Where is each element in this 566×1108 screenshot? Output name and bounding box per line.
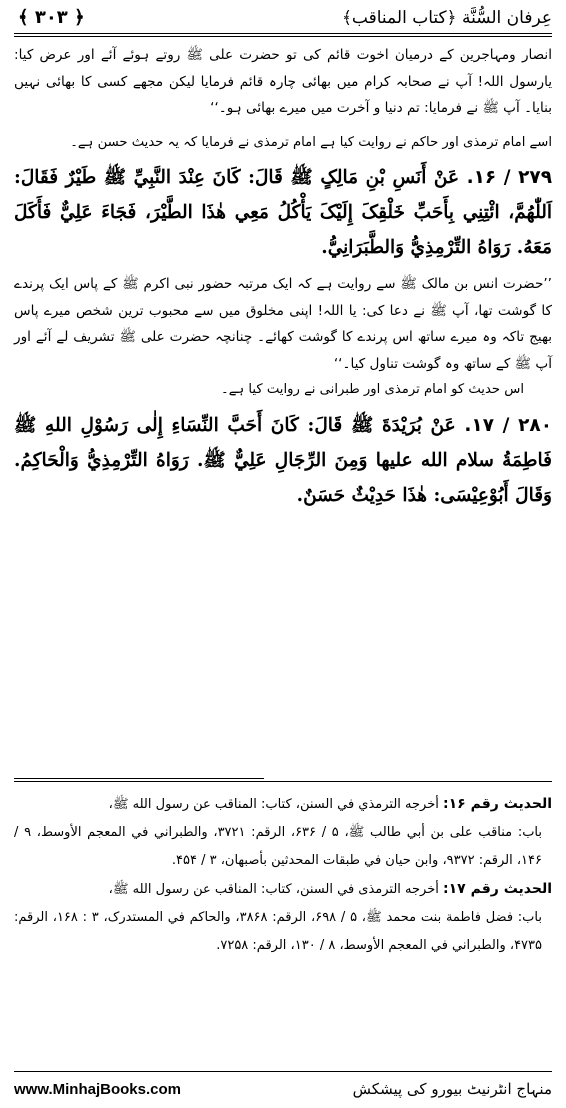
page-number: ﴿ ۳۰۳ ﴾ (18, 6, 85, 28)
footnote-17-label: الحديث رقم ۱۷: (443, 881, 552, 897)
footnote-separator (14, 781, 552, 782)
page-header (0, 0, 566, 34)
page-footer (14, 1074, 552, 1104)
footnote-17-text: أخرجه الترمذی في السنن، کتاب: المناقب عن رسول الله ﷺ، (108, 882, 439, 897)
footnotes (14, 790, 552, 960)
hadith-280-number: ۲۸۰ / ۱۷. (464, 414, 552, 436)
footnote-separator-short (14, 778, 264, 779)
book-title: عِرفان السُّنَّة ﴿کتاب المناقب﴾ (341, 7, 552, 28)
website-link[interactable]: www.MinhajBooks.com (14, 1080, 181, 1098)
hadith-279-text: عَنْ أَنَسِ بْنِ مَالِکٍ ﷺ قَالَ: کَانَ عِنْدَ النَّبِيِّ ﷺ طَيْرٌ فَقَالَ: اَللّٰهُمَّ، ائْتِنِي بِأَحَبِّ خَلْقِکَ إِلَيْکَ يَأْکُلُ مَعِي هٰذَا الطَّيْرَ، فَجَاءَ عَلِيٌّ فَأَکَلَ مَعَهُ. رَوَاهُ التِّرْمِذِيُّ وَالطَّبَرَانِيُّ. (14, 167, 552, 258)
footnote-16 (14, 790, 552, 875)
footnote-17-continuation: باب: فضل فاطمة بنت محمد ﷺ، ۵ / ۶۹۸، الرقم: ۳۸۶۸، والحاکم في المستدرک، ۳ : ۱۶۸، الرقم: ۴۷۳۵، والطبراني في المعجم الأوسط، ۸ / ۱۳۰، الرقم: ۷۲۵۸. (14, 910, 542, 953)
footnote-16-label: الحديث رقم ۱۶: (443, 796, 552, 812)
hadith-279-number: ۲۷۹ / ۱۶. (466, 167, 553, 188)
footnote-16-text: أخرجه الترمذي في السنن، کتاب: المناقب عن رسول الله ﷺ، (108, 797, 439, 812)
hadith-280 (14, 408, 552, 513)
hadith-280-text: عَنْ بُرَيْدَةَ ﷺ قَالَ: کَانَ أَحَبَّ النِّسَاءِ إِلٰی رَسُوْلِ اللهِ ﷺ فَاطِمَةُ سلام الله عليها وَمِنَ الرِّجَالِ عَلِيٌّ ﷺ. رَوَاهُ التِّرْمِذِيُّ وَالْحَاکِمُ. وَقَالَ أَبُوْعِيْسَی: هٰذَا حَدِيْثٌ حَسَنٌ. (14, 414, 552, 506)
urdu-translation-paragraph: انصار ومہاجرین کے درمیان اخوت قائم کی تو حضرت علی ﷺ روتے ہوئے آئے اور عرض کیا: یارسول اللہ! آپ نے صحابہ کرام میں بھائی چارہ قائم فرمایا لیکن مجھے کسی کا بھائی نہیں بنایا۔ آپ ﷺ نے فرمایا: تم دنیا و آخرت میں میرے بھائی ہو۔‘‘ (14, 47, 552, 116)
footer-rule (14, 1071, 552, 1072)
hadith-279 (14, 160, 552, 265)
footnote-17 (14, 875, 552, 960)
urdu-grading-note: اسے امام ترمذی اور حاکم نے روایت کیا ہے امام ترمذی نے فرمایا کہ یہ حدیث حسن ہے۔ (70, 134, 552, 150)
footnote-16-continuation: باب: مناقب علی بن أبي طالب ﷺ، ۵ / ۶۳۶، الرقم: ۳۷۲۱، والطبراني في المعجم الأوسط، ۹ / ۱۴۶، الرقم: ۹۳۷۲، وابن حيان في طبقات المحدثين بأصبهان، ۳ / ۴۵۴. (14, 825, 543, 868)
urdu-translation-279: ’’حضرت انس بن مالک ﷺ سے روایت ہے کہ ایک مرتبہ حضور نبی اکرم ﷺ کے پاس ایک پرندے کا گوشت تھا، آپ ﷺ نے دعا کی: یا اللہ! اپنی مخلوق میں سے محبوب ترین شخص میرے پاس بھیج تاکہ وہ میرے ساتھ اس پرندے کا گوشت کھائے۔ چنانچہ حضرت علی ﷺ تشریف لے آئے اور آپ ﷺ کے ساتھ وہ گوشت تناول کیا۔‘‘ (14, 276, 552, 372)
publisher-credit: منہاج انٹرنیٹ بیورو کی پیشکش (352, 1080, 552, 1098)
header-rule-bottom (14, 36, 552, 37)
header-rule-top (14, 33, 552, 34)
page-body (14, 42, 552, 513)
urdu-source-279: اس حدیث کو امام ترمذی اور طبرانی نے روایت کیا ہے۔ (221, 382, 524, 397)
